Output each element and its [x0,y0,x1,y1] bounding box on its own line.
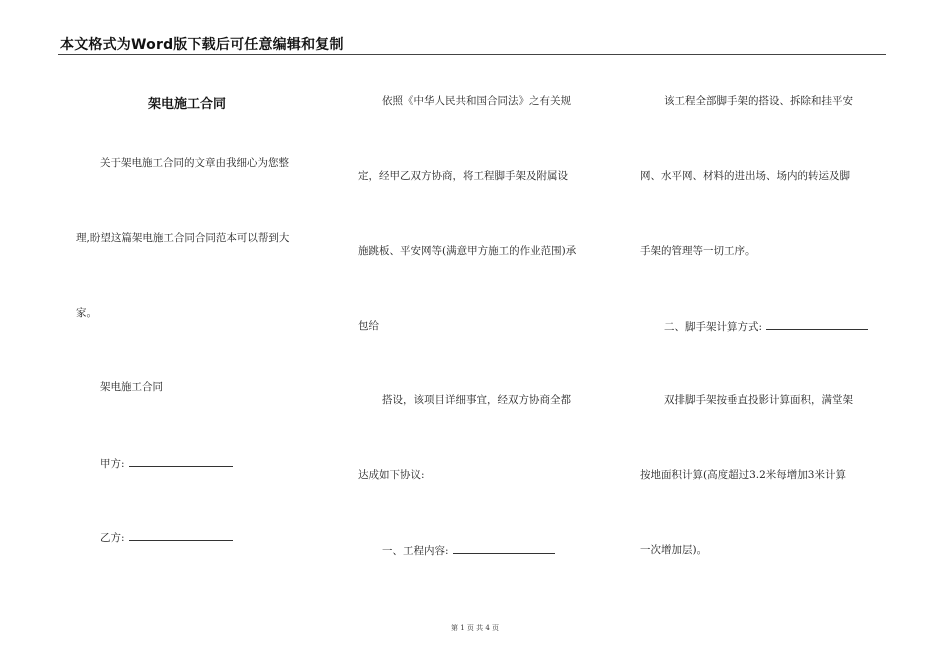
section-2-blank [766,318,868,330]
paragraph-line: 网、水平网、材料的进出场、场内的转运及脚 [640,170,850,182]
paragraph-line: 定，经甲乙双方协商，将工程脚手架及附属设 [358,170,568,182]
paragraph-line: 搭设，该项目详细事宜，经双方协商全都 [382,394,571,406]
party-b-blank [129,529,233,541]
party-b-line [100,529,233,545]
page-number: 第 1 页 共 4 页 [450,624,500,632]
party-a-label: 甲方: [100,458,125,470]
party-a-line [100,455,233,471]
paragraph-line: 该工程全部脚手架的搭设、拆除和挂平安 [664,95,853,107]
party-b-label: 乙方: [100,532,125,544]
section-2-line [664,318,868,334]
paragraph-line: 家。 [76,307,97,319]
section-1-label: 一、工程内容: [382,545,449,557]
paragraph-line: 按地面积计算(高度超过3.2米每增加3米计算 [640,469,846,481]
paragraph-line: 达成如下协议: [358,469,425,481]
paragraph-line: 包给 [358,320,379,332]
section-1-blank [453,542,555,554]
paragraph-line: 双排脚手架按垂直投影计算面积，满堂架 [664,394,853,406]
document-title: 架电施工合同 [148,97,227,112]
contract-subtitle: 架电施工合同 [100,381,163,393]
paragraph-line: 施跳板、平安网等(满意甲方施工的作业范围)承 [358,245,577,257]
paragraph-line: 一次增加层)。 [640,544,708,556]
paragraph-line: 关于架电施工合同的文章由我细心为您整 [100,157,289,169]
header-banner: 本文格式为Word版下载后可任意编辑和复制 [60,37,344,53]
paragraph-line: 依照《中华人民共和国合同法》之有关规 [382,95,571,107]
paragraph-line: 手架的管理等一切工序。 [640,245,756,257]
section-2-label: 二、脚手架计算方式: [664,321,763,333]
header-divider [58,54,886,55]
party-a-blank [129,455,233,467]
section-1-line [382,542,555,558]
paragraph-line: 理,盼望这篇架电施工合同合同范本可以帮到大 [76,232,290,244]
